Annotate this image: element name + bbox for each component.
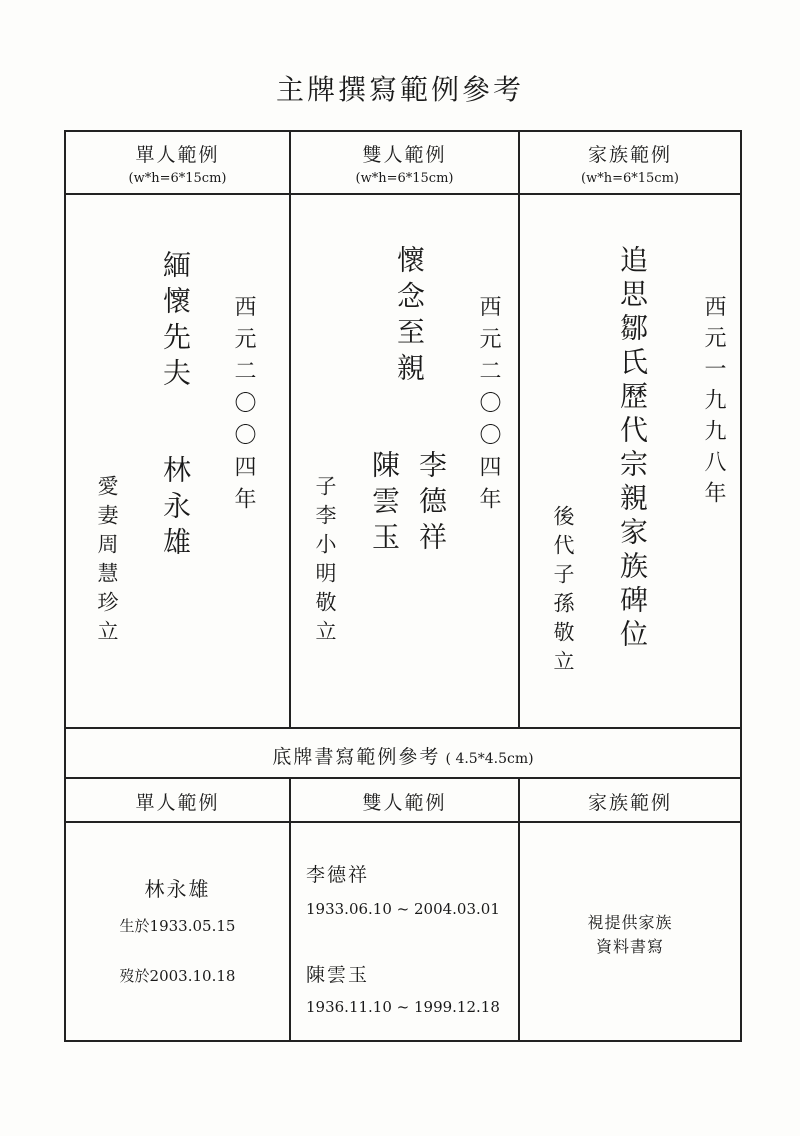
single-erected-by: 愛妻周慧珍立	[95, 475, 119, 649]
single-main-text: 緬懷先夫	[159, 250, 192, 394]
page-title: 主牌撰寫範例參考	[275, 73, 524, 106]
single-name: 林永雄	[159, 455, 192, 563]
divider	[64, 193, 742, 195]
bottom-title: 底牌書寫範例參考	[272, 746, 441, 768]
header-double: 雙人範例	[362, 144, 447, 166]
family-main-text: 追思鄒氏歷代宗親家族碑位	[616, 245, 649, 653]
double-name1: 李德祥	[415, 450, 448, 558]
bottom-size: ( 4.5*4.5cm)	[445, 751, 534, 767]
bottom-double-dates1: 1933.06.10 ~ 2004.03.01	[306, 900, 500, 918]
header-single: 單人範例	[135, 144, 220, 166]
bottom-double-name2: 陳雲玉	[306, 964, 370, 986]
divider	[289, 130, 291, 728]
bottom-single-born: 生於1933.05.15	[119, 917, 236, 935]
size-family: (w*h=6*15cm)	[581, 171, 679, 186]
divider	[64, 821, 742, 823]
bottom-header-double: 雙人範例	[362, 792, 447, 814]
bottom-family-line2: 資料書寫	[595, 937, 664, 956]
bottom-header-single: 單人範例	[135, 792, 220, 814]
family-erected-by: 後代子孫敬立	[551, 505, 575, 679]
divider	[64, 777, 742, 779]
bottom-double-name1: 李德祥	[306, 864, 370, 886]
divider	[64, 727, 742, 729]
single-date: 西元二〇〇四年	[231, 295, 256, 519]
bottom-heading	[66, 742, 740, 769]
double-name2: 陳雲玉	[368, 450, 401, 558]
divider	[289, 777, 291, 1042]
bottom-single-died: 歿於2003.10.18	[119, 967, 236, 985]
double-main-text: 懷念至親	[393, 245, 426, 389]
double-erected-by: 子李小明敬立	[313, 475, 337, 649]
divider	[518, 130, 520, 728]
family-date: 西元一九九八年	[701, 295, 726, 512]
bottom-header-family: 家族範例	[587, 792, 672, 814]
double-date: 西元二〇〇四年	[476, 295, 501, 519]
bottom-single-name: 林永雄	[144, 877, 211, 901]
header-family: 家族範例	[587, 144, 672, 166]
bottom-family-line1: 視提供家族	[587, 913, 673, 932]
size-single: (w*h=6*15cm)	[128, 171, 227, 186]
size-double: (w*h=6*15cm)	[355, 171, 454, 186]
bottom-double-dates2: 1936.11.10 ~ 1999.12.18	[306, 998, 500, 1016]
